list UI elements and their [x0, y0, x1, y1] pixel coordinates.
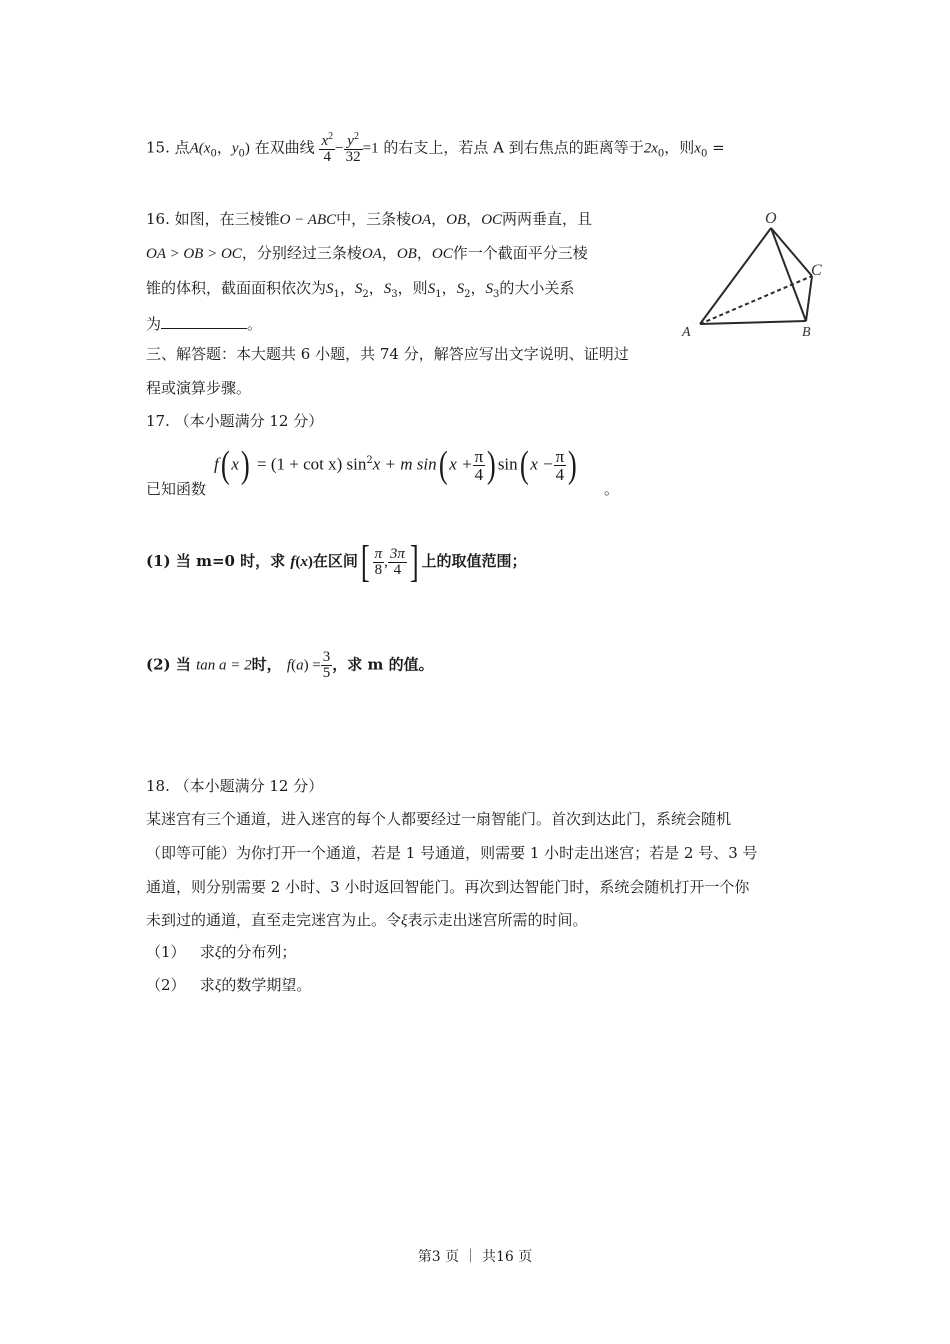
edge-ob [771, 228, 806, 321]
q17-part1: (1) 当 m=0 时，求 f(x)在区间[ $\frac{\pi}{8}$ , $\frac{3\pi}{4}$ ] 上的取值范围； [146, 537, 527, 586]
q16-line3: 锥的体积，截面面积依次为$S_1$，$S_2$，$S_3$，则$S_1$，$S_2$，$S_3$的大小关系 [146, 279, 575, 300]
answer-blank [161, 314, 247, 329]
q15-line: 15. 点$A(x_0$，$y_0$) 在双曲线 $\frac{x^2}{4}$ − $\frac{y^2}{32}$ =1 的右支上，若点 A 到右焦点的距离等于$2x_0$，则$x_0$ = [146, 131, 725, 165]
q16-line4: 为 。 [146, 315, 263, 333]
q16-line2: OA > OB > OC，分别经过三条棱OA，OB，OC作一个截面平分三棱 [146, 244, 588, 262]
section3-line2: 程或演算步骤。 [146, 379, 252, 397]
section3-line1: 三、解答题：本大题共 6 小题，共 74 分，解答应写出文字说明、证明过 [146, 345, 629, 363]
q17-intro: 已知函数 [146, 480, 207, 498]
label-b: B [802, 325, 811, 338]
q15-eq: =1 [362, 140, 379, 157]
q15-x0: x [694, 140, 701, 157]
edge-oc [771, 228, 812, 276]
q18-item2: （2） 求ξ的数学期望。 [146, 976, 312, 994]
q15-text3: ，则 [664, 138, 695, 157]
q15-close: ) [244, 140, 250, 157]
q16-tetra: O − ABC [279, 212, 337, 228]
q17-end: 。 [604, 480, 620, 498]
q15-prefix: 15. 点 [146, 138, 190, 157]
page-footer: 第3 页 ｜ 共16 页 [417, 1249, 533, 1265]
q18-line1: 某迷宫有三个通道，进入迷宫的每个人都要经过一扇智能门。首次到达此门，系统会随机 [146, 810, 732, 828]
q15-sub: 0 [210, 148, 217, 160]
label-o: O [765, 210, 777, 227]
q17-part2: (2) 当 tan a = 2时， f(a) = $\frac{3}{5}$ ，求 m 的值。 [146, 649, 434, 681]
label-c: C [811, 262, 822, 279]
q17-header: 17. （本小题满分 12 分） [146, 412, 324, 430]
q18-item1: （1） 求ξ的分布列； [146, 943, 297, 961]
q15-minus: − [335, 140, 344, 157]
q15-y: y [231, 140, 239, 157]
q16-line1: 16. 如图，在三棱锥O − ABC中，三条棱OA，OB，OC两两垂直，且 [146, 210, 593, 228]
edge-ab [700, 321, 806, 324]
q18-line4: 未到过的通道，直至走完迷宫为止。令ξ表示走出迷宫所需的时间。 [146, 911, 588, 929]
q15-frac-y: $\frac{y^2}{32}$ [345, 131, 361, 165]
q15-frac-x: $\frac{x^2}{4}$ [321, 131, 334, 165]
tetrahedron-figure [678, 206, 828, 338]
q15-sub-y: 0 [238, 148, 245, 160]
q15-eq-end: = [707, 138, 725, 157]
q15-two-x: 2x [643, 140, 658, 157]
q18-line2: （即等可能）为你打开一个通道，若是 1 号通道，则需要 1 小时走出迷宫；若是 2 号、3 号 [146, 844, 758, 862]
q15-text1: 在双曲线 [254, 138, 315, 157]
q18-header: 18. （本小题满分 12 分） [146, 777, 324, 795]
edge-bc [806, 276, 812, 321]
q15-comma: ， [216, 138, 232, 157]
q18-line3: 通道，则分别需要 2 小时、3 小时返回智能门。再次到达智能门时，系统会随机打开一个你 [146, 878, 750, 896]
q16-inequality: OA > OB > OC [146, 246, 242, 262]
label-a: A [682, 325, 691, 338]
q15-text2: 的右支上，若点 A 到右焦点的距离等于 [383, 138, 644, 157]
q15-point-a: A(x [189, 140, 211, 157]
q17-function: f( x) = (1 + cot x) $\sin^2x + m$ sin( x + $\frac{\pi}{4}$ ) sin( x − $\frac{\pi}{4}$ ) [214, 444, 577, 486]
